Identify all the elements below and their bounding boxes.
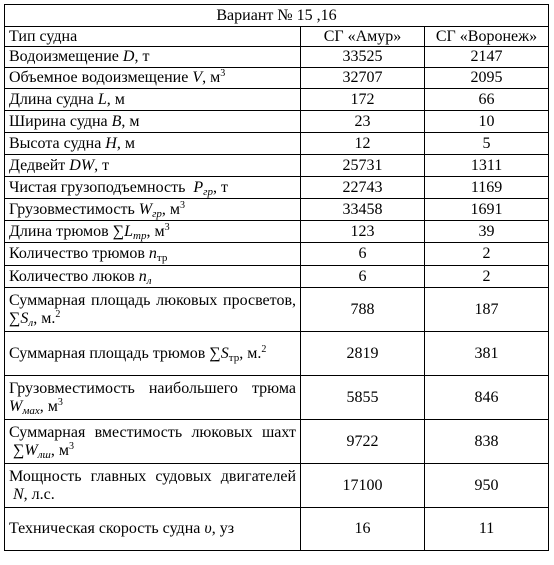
table-row [5,89,549,111]
table-row [5,332,549,376]
row-label: Ширина судна B, м [5,111,301,133]
table-row [5,111,549,133]
variant-sheet [4,4,549,551]
table-row [5,68,549,89]
row-value-voronezh: 10 [425,111,549,133]
row-value-voronezh: 5 [425,133,549,155]
row-value-voronezh: 1311 [425,155,549,177]
row-value-amur: 9722 [301,420,425,464]
row-label: Суммарная площадь люковых просветов, $\sum S_л$, м.$^2$ [5,288,301,332]
row-label: Суммарная площадь трюмов $\sum S_{тр}$, м.$^2$ [5,332,301,376]
row-value-amur: 6 [301,243,425,266]
table-row [5,464,549,508]
table-row [5,47,549,68]
table-row [5,288,549,332]
row-value-amur: 788 [301,288,425,332]
row-value-amur: 22743 [301,177,425,199]
row-label: Грузовместимость наибольшего трюма $W_{мах}$, $м^3$ [5,376,301,420]
row-value-amur: 33525 [301,47,425,68]
row-label: Количество трюмов $n_{тр}$ [5,243,301,266]
row-value-amur: 32707 [301,68,425,89]
header-ship-type: Тип судна [5,27,301,47]
table-row [5,266,549,288]
row-label: Длина трюмов $\sum L_{тр}$, $м^3$ [5,221,301,243]
table-row [5,420,549,464]
row-value-voronezh: 838 [425,420,549,464]
table-row [5,133,549,155]
header-ship-amur: СГ «Амур» [301,27,425,47]
row-value-voronezh: 1169 [425,177,549,199]
row-label: Грузовместимость $W_{гр}$, $м^3$ [5,199,301,221]
row-value-voronezh: 381 [425,332,549,376]
row-label: Водоизмещение D, т [5,47,301,68]
row-label: Высота судна H, м [5,133,301,155]
row-value-amur: 5855 [301,376,425,420]
row-value-voronezh: 2 [425,266,549,288]
table-row [5,508,549,551]
row-label: Суммарная вместимость люковых шахт $\sum W_{лш}$, $м^3$ [5,420,301,464]
row-value-voronezh: 11 [425,508,549,551]
row-value-amur: 25731 [301,155,425,177]
row-value-amur: 2819 [301,332,425,376]
row-value-voronezh: 1691 [425,199,549,221]
row-label: Дедвейт DW, т [5,155,301,177]
row-value-amur: 172 [301,89,425,111]
title-row [5,5,549,27]
row-label: Объемное водоизмещение V, $м^3$ [5,68,301,89]
table-row [5,155,549,177]
table-row [5,376,549,420]
row-value-amur: 17100 [301,464,425,508]
row-value-amur: 12 [301,133,425,155]
row-value-amur: 123 [301,221,425,243]
row-value-amur: 23 [301,111,425,133]
ship-parameters-table [4,4,549,551]
table-row [5,199,549,221]
table-title: Вариант № 15 ,16 [5,5,549,27]
row-value-voronezh: 2095 [425,68,549,89]
table-row [5,177,549,199]
row-value-voronezh: 950 [425,464,549,508]
row-value-voronezh: 187 [425,288,549,332]
row-value-voronezh: 66 [425,89,549,111]
row-value-voronezh: 846 [425,376,549,420]
header-ship-voronezh: СГ «Воронеж» [425,27,549,47]
header-row [5,27,549,47]
row-label: Техническая скорость судна υ, уз [5,508,301,551]
row-value-amur: 33458 [301,199,425,221]
row-value-amur: 6 [301,266,425,288]
row-label: Длина судна L, м [5,89,301,111]
row-value-voronezh: 39 [425,221,549,243]
row-value-voronezh: 2 [425,243,549,266]
table-row [5,221,549,243]
table-row [5,243,549,266]
row-label: Мощность главных судовых двигателей N, л.с. [5,464,301,508]
row-value-amur: 16 [301,508,425,551]
row-label: Количество люков $n_л$ [5,266,301,288]
row-label: Чистая грузоподъемность $P_{гр}$, т [5,177,301,199]
row-value-voronezh: 2147 [425,47,549,68]
